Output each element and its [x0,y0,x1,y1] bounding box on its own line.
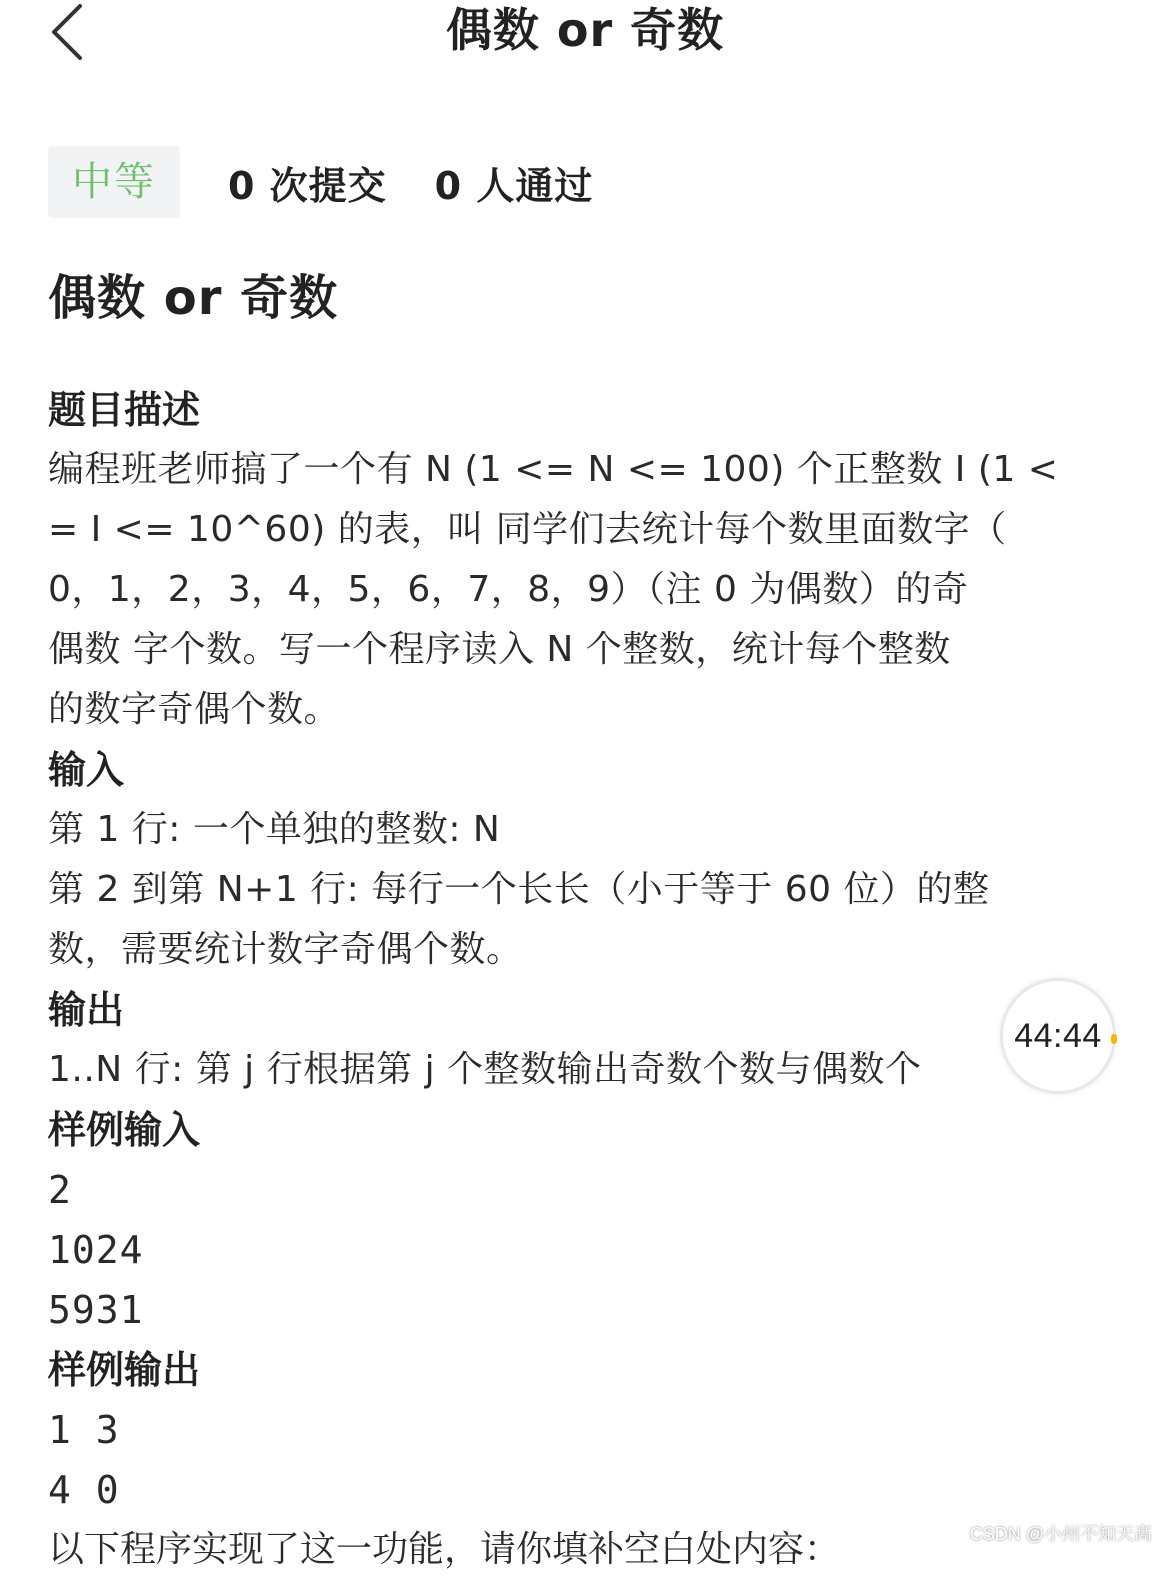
sample-input-line: 1024 [48,1228,144,1272]
timer-progress-dot [1111,1034,1117,1044]
nav-bar [0,0,1170,70]
problem-title: 偶数 or 奇数 [48,270,339,326]
problem-content [48,380,1128,1520]
difficulty-badge: 中等 [48,146,180,218]
sample-output-line: 1 3 [48,1408,120,1452]
description-line: 偶数 字个数。写一个程序读入 N 个整数，统计每个整数 [48,629,951,670]
input-line: 数，需要统计数字奇偶个数。 [48,929,523,970]
sample-output-line: 4 0 [48,1468,120,1512]
sample-input-heading: 样例输入 [48,1108,201,1152]
input-line: 第 1 行: 一个单独的整数: N [48,809,501,850]
page-title: 偶数 or 奇数 [445,3,725,57]
description-heading: 题目描述 [48,388,201,432]
input-heading: 输入 [48,748,125,792]
description-line: 的数字奇偶个数。 [48,689,341,730]
output-heading: 输出 [48,988,125,1032]
output-line: 1..N 行: 第 j 行根据第 j 个整数输出奇数个数与偶数个 [48,1049,922,1090]
description-line: = I <= 10^60) 的表，叫 同学们去统计每个数里面数字（ [48,509,1007,550]
sample-input-line: 2 [48,1168,72,1212]
submission-count: 0 次提交 [228,163,387,208]
sample-output-heading: 样例输出 [48,1348,201,1392]
trailing-instruction: 以下程序实现了这一功能，请你填补空白处内容： [48,1529,841,1570]
input-line: 第 2 到第 N+1 行: 每行一个长长（小于等于 60 位）的整 [48,869,990,910]
countdown-timer[interactable] [1000,978,1116,1094]
description-line: 编程班老师搞了一个有 N (1 <= N <= 100) 个正整数 I (1 < [48,449,1059,490]
pass-count: 0 人通过 [434,163,594,208]
description-line: 0，1，2，3，4，5，6，7，8，9）（注 0 为偶数）的奇 [48,569,969,610]
watermark: CSDN @小州不知天高 [966,1520,1156,1546]
problem-meta [48,146,593,218]
sample-input-line: 5931 [48,1288,144,1332]
timer-value: 44:44 [1014,1016,1102,1055]
